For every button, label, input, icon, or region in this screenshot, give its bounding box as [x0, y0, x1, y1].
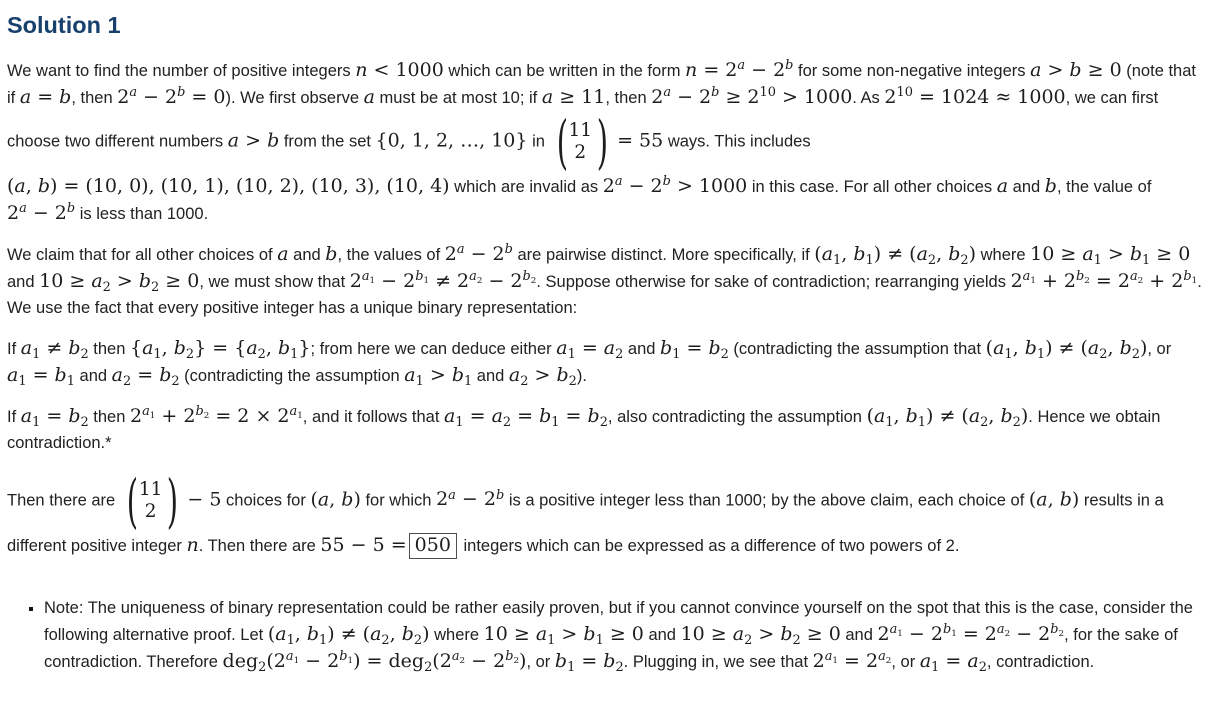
text-run: , contradiction.: [986, 653, 1095, 671]
text-run: . As: [852, 89, 885, 107]
text-run: ). We first observe: [225, 89, 364, 107]
math-run: {0, 1, 2, …, 10}: [375, 129, 528, 152]
text-run: then: [88, 340, 130, 358]
math-run: $2^a - 2^b > 1000$: [602, 174, 748, 197]
math-run: a > b ≥ 0: [1030, 59, 1122, 81]
text-run: and: [623, 340, 661, 358]
text-run: , or: [526, 653, 555, 671]
text-run: must be at most 10; if: [374, 89, 542, 107]
math-run: ($a_1$, $b_1) \ne (a_2$, $b_2$): [985, 337, 1148, 362]
page-title: Solution 1: [7, 12, 121, 38]
text-run: Note: The uniqueness of binary representation could be rather easily proven, but if you cannot convince yourself on the spot that this is the case, consider the following alternative proof. Let: [44, 599, 1193, 644]
text-run: , we must show that: [199, 273, 350, 291]
binomial-coefficient: [123, 467, 179, 535]
text-run: where: [429, 626, 484, 644]
text-run: . Then there are: [198, 537, 321, 555]
math-run: a ≥ 11: [541, 86, 606, 108]
text-run: , then: [605, 89, 652, 107]
math-run: $2^a - 2^b \ge 2^{10} > 1000$: [651, 85, 853, 108]
math-run: a: [277, 243, 289, 265]
math-run: a > b: [227, 129, 280, 152]
math-run: $deg_2(2^{a_1} - 2^{b_1}) = deg_2(2^{a_2} - 2^{b_2})$: [222, 649, 527, 675]
math-run: $a_1 > b_1$: [404, 364, 473, 389]
paragraph-claim: [7, 241, 1203, 321]
binomial-top: 11: [138, 479, 163, 500]
text-run: and: [643, 626, 681, 644]
binomial-bottom: 2: [574, 142, 587, 163]
text-run: Then there are: [7, 491, 120, 510]
text-run: We want to find the number of positive integers: [7, 62, 356, 80]
math-run: a: [363, 86, 375, 108]
text-run: ).: [576, 367, 587, 385]
math-run: a: [996, 175, 1009, 197]
notes-list: [7, 595, 1203, 675]
math-run: (a, b): [1028, 488, 1080, 511]
text-run: where: [976, 246, 1031, 264]
math-run: b: [325, 243, 338, 265]
math-run: − 5: [181, 488, 222, 511]
text-run: (contradicting the assumption: [179, 367, 405, 385]
binomial-bottom: 2: [144, 501, 157, 522]
math-run: $2^{a_1} = 2^{a_2}$: [812, 649, 892, 672]
text-run: , and it follows that: [302, 408, 445, 426]
text-run: and: [840, 626, 878, 644]
text-run: (contradicting the assumption that: [728, 340, 986, 358]
text-run: ways. This includes: [663, 132, 811, 151]
math-run: $2^{a_1} - 2^{b_1} \ne 2^{a_2} - 2^{b_2}$: [349, 269, 537, 292]
text-run: , the value of: [1056, 178, 1152, 196]
text-run: , or: [1147, 340, 1172, 358]
text-run: for some non-negative integers: [793, 62, 1031, 80]
math-run: $n = 2^a - 2^b$: [685, 58, 794, 81]
right-paren: ): [596, 108, 609, 176]
math-run: $10 \ge a_1 > b_1 \ge 0$: [483, 623, 644, 648]
math-run: $a_1 = a_2$: [556, 337, 624, 362]
text-run: from the set: [279, 132, 376, 151]
math-run: a = b: [19, 86, 72, 108]
math-run: $2^a - 2^b$: [436, 487, 505, 511]
text-run: and: [288, 246, 326, 264]
math-run: n: [186, 534, 199, 556]
text-run: . We use the fact that every positive integer has a unique binary representation:: [7, 273, 1202, 317]
math-run: $a_1 = a_2 = b_1 = b_2$: [444, 405, 608, 430]
solution-body: [7, 57, 1203, 559]
text-run: results in a different positive integer: [7, 491, 1164, 555]
math-run: $a_1 = a_2$: [919, 650, 987, 675]
right-paren: ): [167, 467, 179, 535]
text-run: and: [74, 367, 112, 385]
text-run: which are invalid as: [449, 178, 603, 196]
math-run: n < 1000: [355, 59, 444, 81]
paragraph-case-2: [7, 403, 1203, 456]
text-run: integers which can be expressed as a difference of two powers of 2.: [458, 537, 960, 555]
text-run: If: [7, 340, 21, 358]
binomial-stack: [138, 479, 164, 523]
text-run: are pairwise distinct. More specifically, if: [512, 246, 815, 264]
text-run: . Hence we obtain contradiction.*: [7, 408, 1161, 452]
text-run: then: [88, 408, 130, 426]
text-run: . Plugging in, we see that: [623, 653, 813, 671]
text-run: is a positive integer less than 1000; by the above claim, each choice of: [504, 491, 1029, 510]
left-paren: (: [556, 108, 568, 176]
text-run: If: [7, 408, 21, 426]
text-run: for which: [360, 491, 437, 510]
math-run: $2^a - 2^b$: [444, 242, 513, 265]
math-run: {$a_1$, $b_2\} = \{a_2$, $b_1$}: [130, 337, 311, 362]
math-run: 55 − 5 =: [320, 534, 407, 556]
math-run: $2^a - 2^b$: [7, 201, 76, 224]
math-run: $2^{a_1} + 2^{b_2} = 2^{a_2} + 2^{b_1}$: [1010, 269, 1198, 292]
math-run: $a_1 = b_1$: [7, 364, 75, 389]
math-run: b: [1044, 175, 1057, 197]
boxed-answer: 050: [409, 533, 457, 559]
text-run: and: [472, 367, 509, 385]
note-binary-uniqueness: [44, 595, 1203, 675]
text-run: , then: [71, 89, 118, 107]
text-run: and: [1008, 178, 1045, 196]
math-run: $b_1 = b_2$: [660, 337, 729, 362]
text-run: is less than 1000.: [75, 205, 209, 223]
math-run: $10 \ge a_2 > b_2 \ge 0$: [39, 270, 200, 295]
math-run: (a, b): [310, 488, 361, 511]
paragraph-setup: [7, 57, 1203, 227]
text-run: , or: [891, 653, 920, 671]
text-run: (note that if: [7, 62, 1196, 107]
math-run: $10 \ge a_1 > b_1 \ge 0$: [1030, 243, 1191, 268]
math-run: $2^{a_1} + 2^{b_2} = 2 \times 2^{a_1}$: [130, 404, 303, 427]
binomial-stack: [568, 120, 594, 164]
text-run: , for the sake of contradiction. Therefore: [44, 626, 1178, 671]
math-run: = 55: [611, 129, 664, 152]
math-run: $a_1 \ne b_2$: [20, 337, 89, 362]
text-run: choices for: [221, 491, 311, 510]
math-run: $a_1 = b_2$: [20, 405, 89, 430]
math-run: (a, b) = (10, 0), (10, 1), (10, 2), (10, 3), (10, 4): [7, 175, 450, 197]
math-run: $2^{10} = 1024 \approx 1000$: [884, 85, 1066, 108]
math-run: $a_2 = b_2$: [111, 364, 180, 389]
text-run: in this case. For all other choices: [747, 178, 997, 196]
math-run: ($a_1$, $b_1) \ne (a_2$, $b_2$): [866, 405, 1029, 430]
text-run: which can be written in the form: [443, 62, 686, 80]
binomial-top: 11: [568, 120, 593, 141]
math-run: $a_2 > b_2$: [508, 364, 577, 389]
text-run: , the values of: [337, 246, 445, 264]
binomial-coefficient: [553, 108, 609, 176]
text-run: ; from here we can deduce either: [310, 340, 557, 358]
text-run: , we can first choose two different numbers: [7, 89, 1159, 151]
math-run: $10 \ge a_2 > b_2 \ge 0$: [680, 623, 841, 648]
math-run: $2^a - 2^b = 0$: [117, 85, 226, 108]
math-run: $2^{a_1} - 2^{b_1} = 2^{a_2} - 2^{b_2}$: [877, 622, 1065, 645]
paragraph-case-1: [7, 335, 1203, 389]
paragraph-conclusion: [7, 467, 1203, 559]
math-run: ($a_1$, $b_1) \ne (a_2$, $b_2$): [267, 623, 430, 648]
left-paren: (: [126, 467, 138, 535]
text-run: We claim that for all other choices of: [7, 246, 278, 264]
text-run: and: [7, 273, 40, 291]
text-run: . Suppose otherwise for sake of contradiction; rearranging yields: [536, 273, 1011, 291]
text-run: , also contradicting the assumption: [607, 408, 867, 426]
text-run: in: [527, 132, 550, 151]
math-run: $b_1 = b_2$: [554, 650, 624, 675]
math-run: ($a_1$, $b_1) \ne (a_2$, $b_2$): [814, 243, 977, 268]
